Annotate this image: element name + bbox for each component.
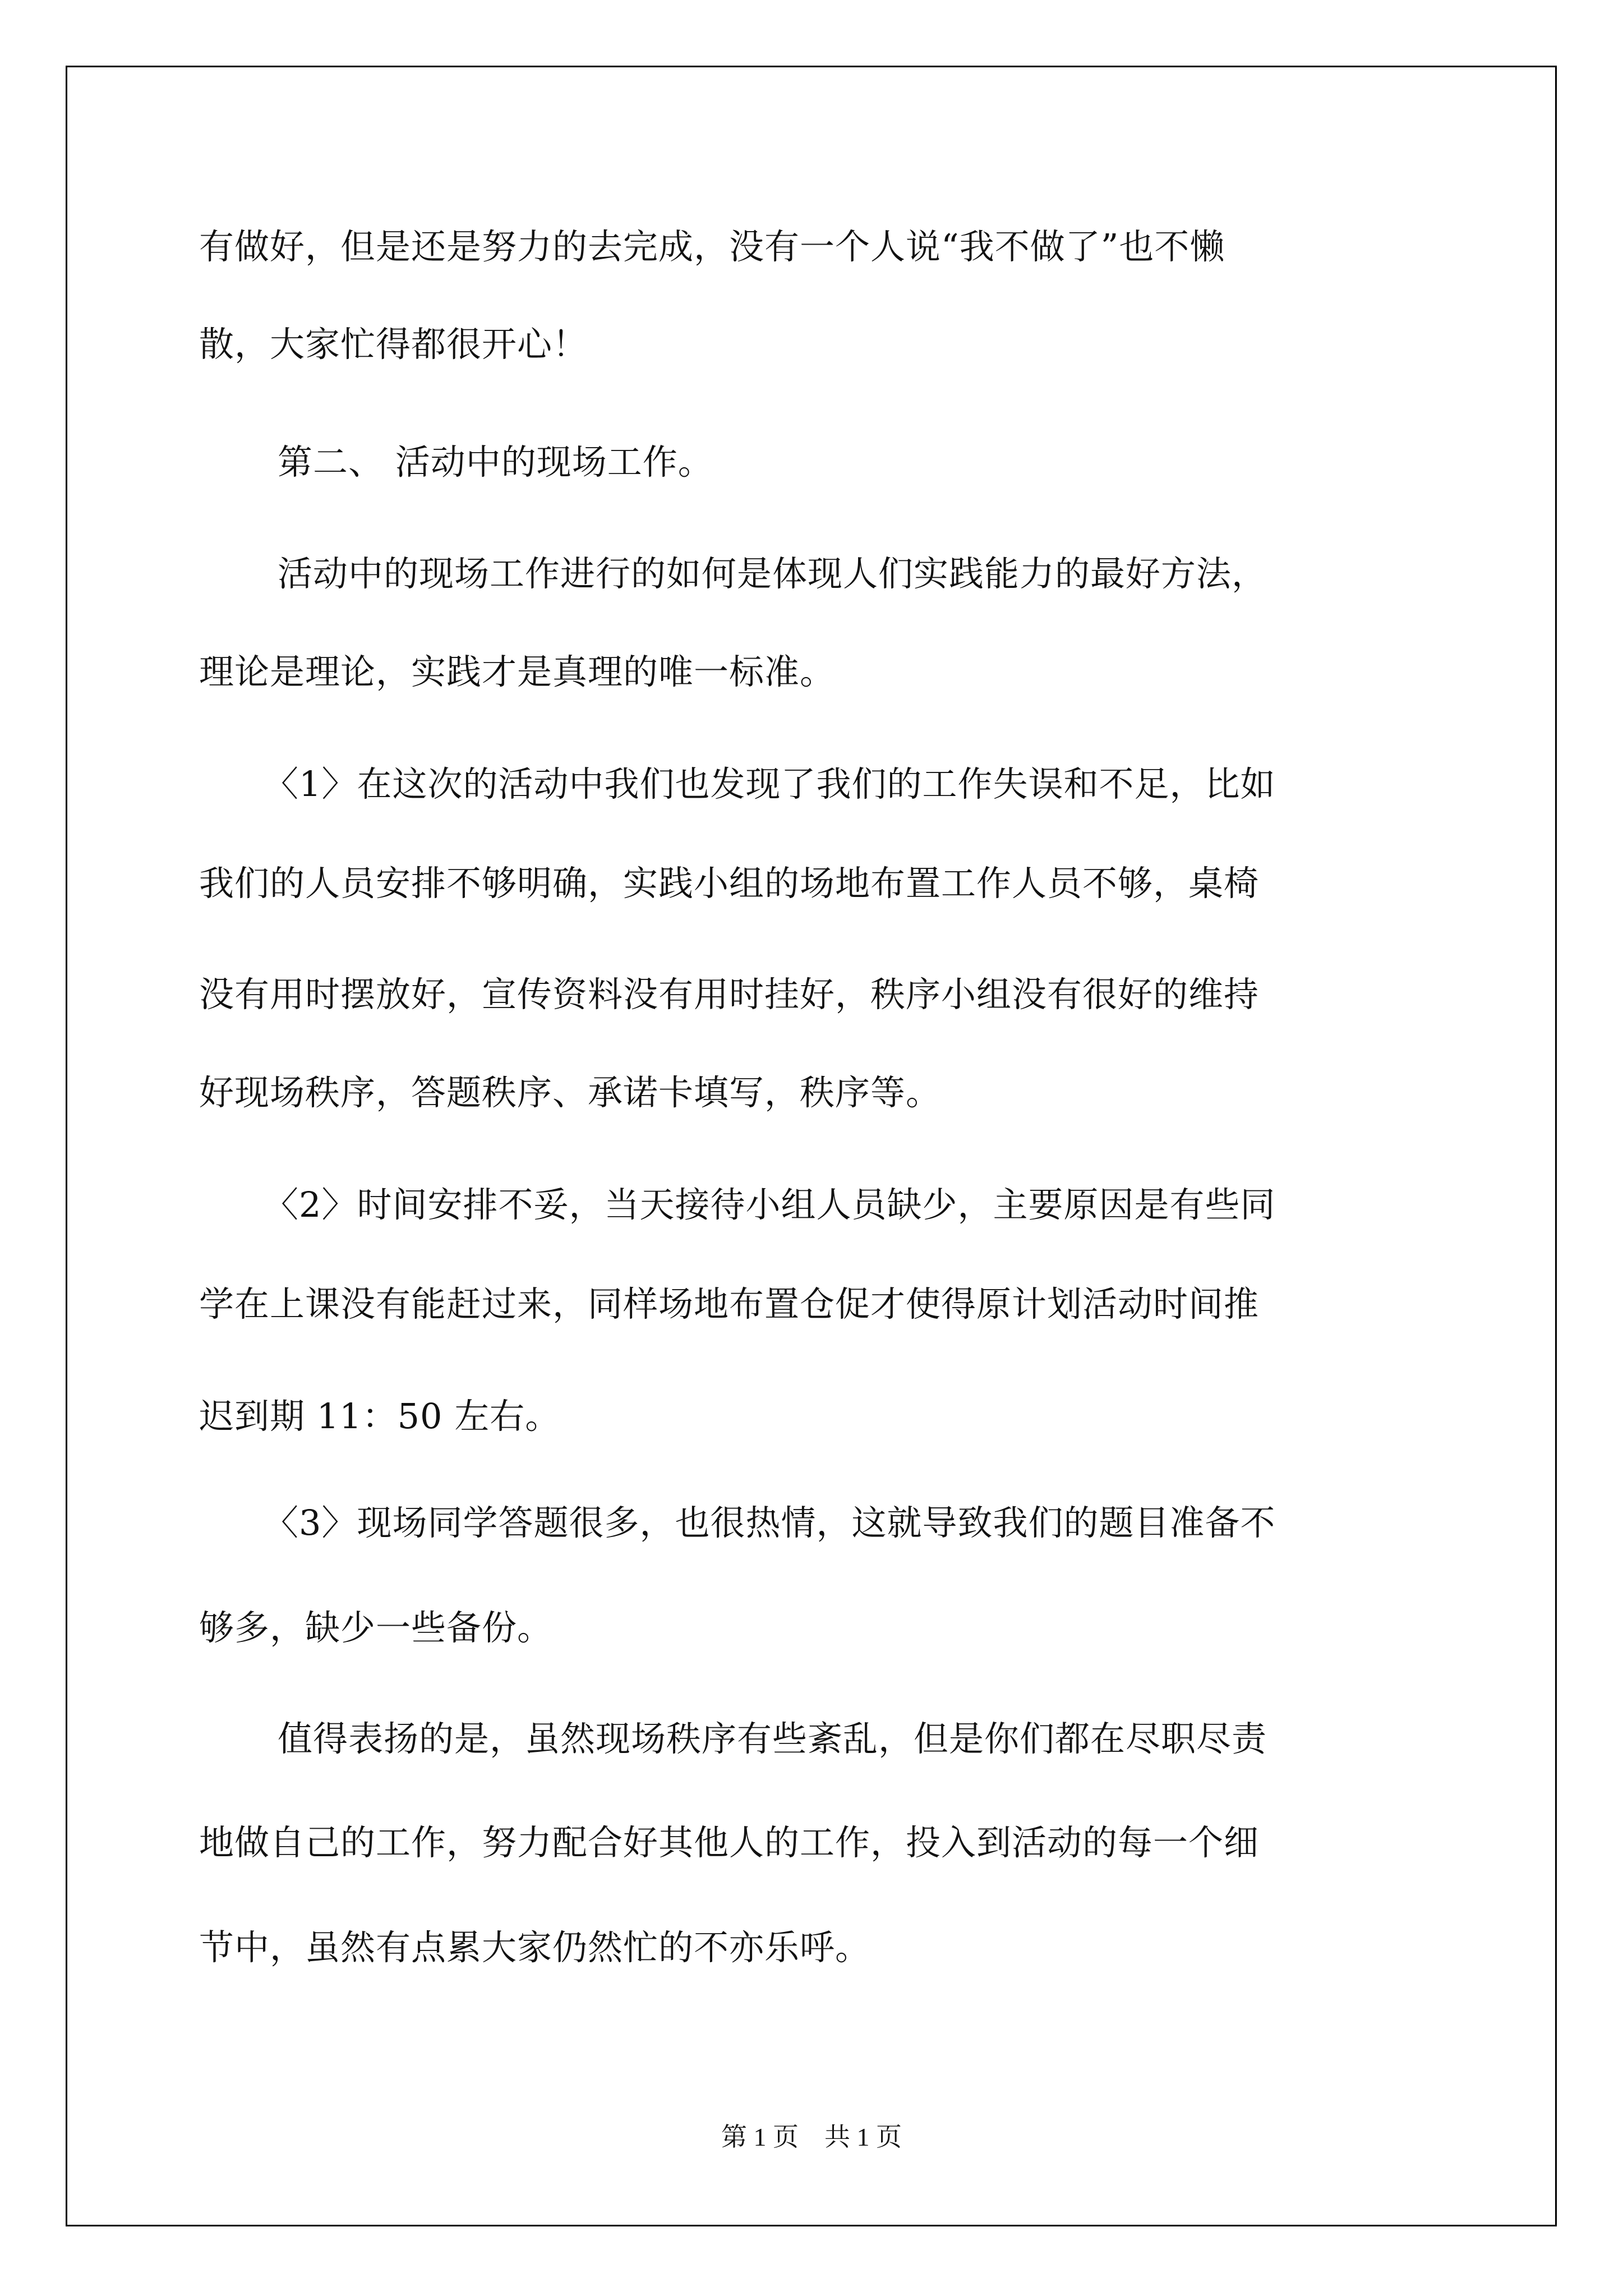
- page-border: [66, 66, 1557, 2226]
- text-line: 活动中的现场工作进行的如何是体现人们实践能力的最好方法，: [278, 553, 1267, 594]
- text-line: 没有用时摆放好，宣传资料没有用时挂好，秩序小组没有很好的维持: [199, 974, 1260, 1015]
- text-line: 理论是理论，实践才是真理的唯一标准。: [199, 651, 836, 692]
- text-line: 〈3〉现场同学答题很多，也很热情，这就导致我们的题目准备不: [264, 1502, 1276, 1543]
- text-line: 我们的人员安排不够明确，实践小组的场地布置工作人员不够，桌椅: [199, 863, 1260, 904]
- text-line: 散，大家忙得都很开心！: [199, 324, 588, 365]
- text-line: 值得表扬的是，虽然现场秩序有些紊乱，但是你们都在尽职尽责: [278, 1718, 1267, 1759]
- text-line: 够多，缺少一些备份。: [199, 1607, 553, 1648]
- text-line: 学在上课没有能赶过来，同样场地布置仓促才使得原计划活动时间推: [199, 1283, 1260, 1324]
- page-number-footer: 第 1 页 共 1 页: [721, 2123, 902, 2151]
- section-heading: 第二、 活动中的现场工作。: [278, 441, 713, 482]
- text-line: 〈2〉时间安排不妥，当天接待小组人员缺少，主要原因是有些同: [264, 1184, 1276, 1225]
- text-line: 地做自己的工作，努力配合好其他人的工作，投入到活动的每一个细: [199, 1822, 1260, 1863]
- text-line: 迟到期 11：50 左右。: [199, 1396, 561, 1437]
- text-line: 节中，虽然有点累大家仍然忙的不亦乐呼。: [199, 1927, 871, 1968]
- text-line: 〈1〉在这次的活动中我们也发现了我们的工作失误和不足，比如: [264, 763, 1276, 804]
- text-line: 好现场秩序，答题秩序、承诺卡填写，秩序等。: [199, 1072, 942, 1113]
- text-line: 有做好，但是还是努力的去完成，没有一个人说“我不做了”也不懒: [199, 226, 1225, 267]
